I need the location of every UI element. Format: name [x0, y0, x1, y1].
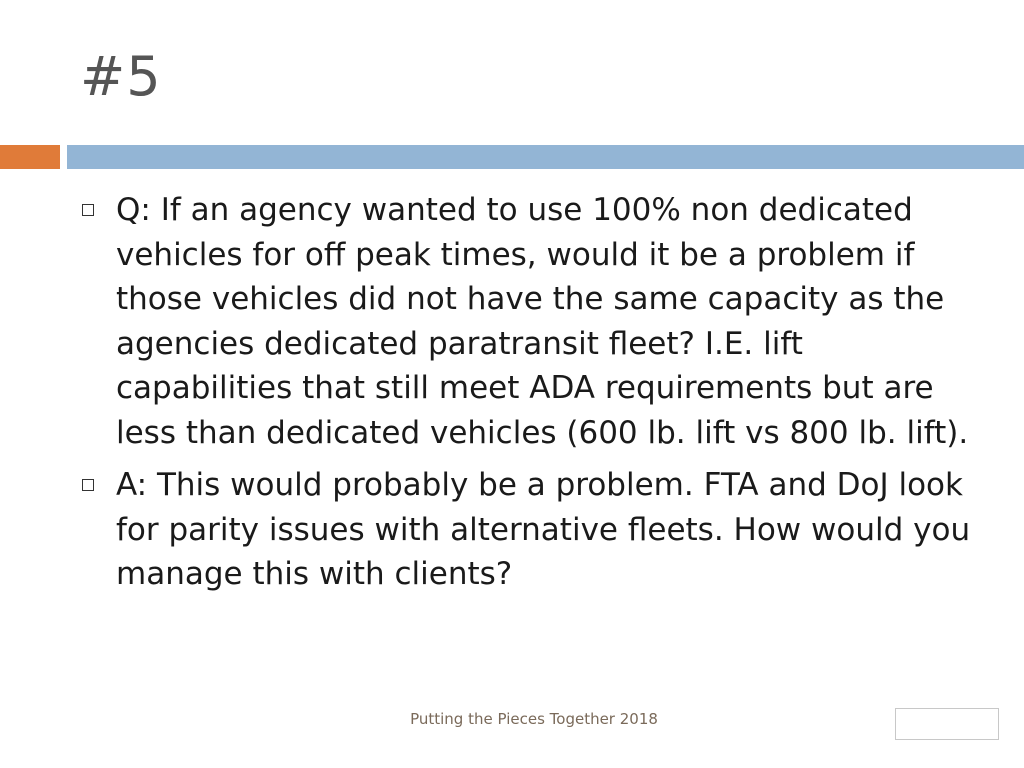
- bullet-answer: [78, 463, 988, 597]
- slide-title: #5: [80, 45, 162, 108]
- accent-bar-orange: [0, 145, 60, 169]
- bullet-question: [78, 188, 988, 455]
- answer-text: A: This would probably be a problem. FTA and DoJ look for parity issues with alternative fleets. How would you manage this with clients?: [116, 467, 971, 592]
- square-bullet-icon: [82, 479, 94, 491]
- slide-number-box: [895, 708, 999, 740]
- question-text: Q: If an agency wanted to use 100% non dedicated vehicles for off peak times, would it be a problem if those vehicles did not have the same capacity as the agencies dedicated paratransit fleet? I.E. lift capabilities that still meet ADA requirements but are less than dedicated vehicles (600 lb. lift vs 800 lb. lift).: [116, 192, 969, 451]
- accent-bar-blue: [67, 145, 1024, 169]
- square-bullet-icon: [82, 204, 94, 216]
- slide-footer: Putting the Pieces Together 2018: [410, 710, 658, 728]
- bullet-list: [78, 188, 988, 605]
